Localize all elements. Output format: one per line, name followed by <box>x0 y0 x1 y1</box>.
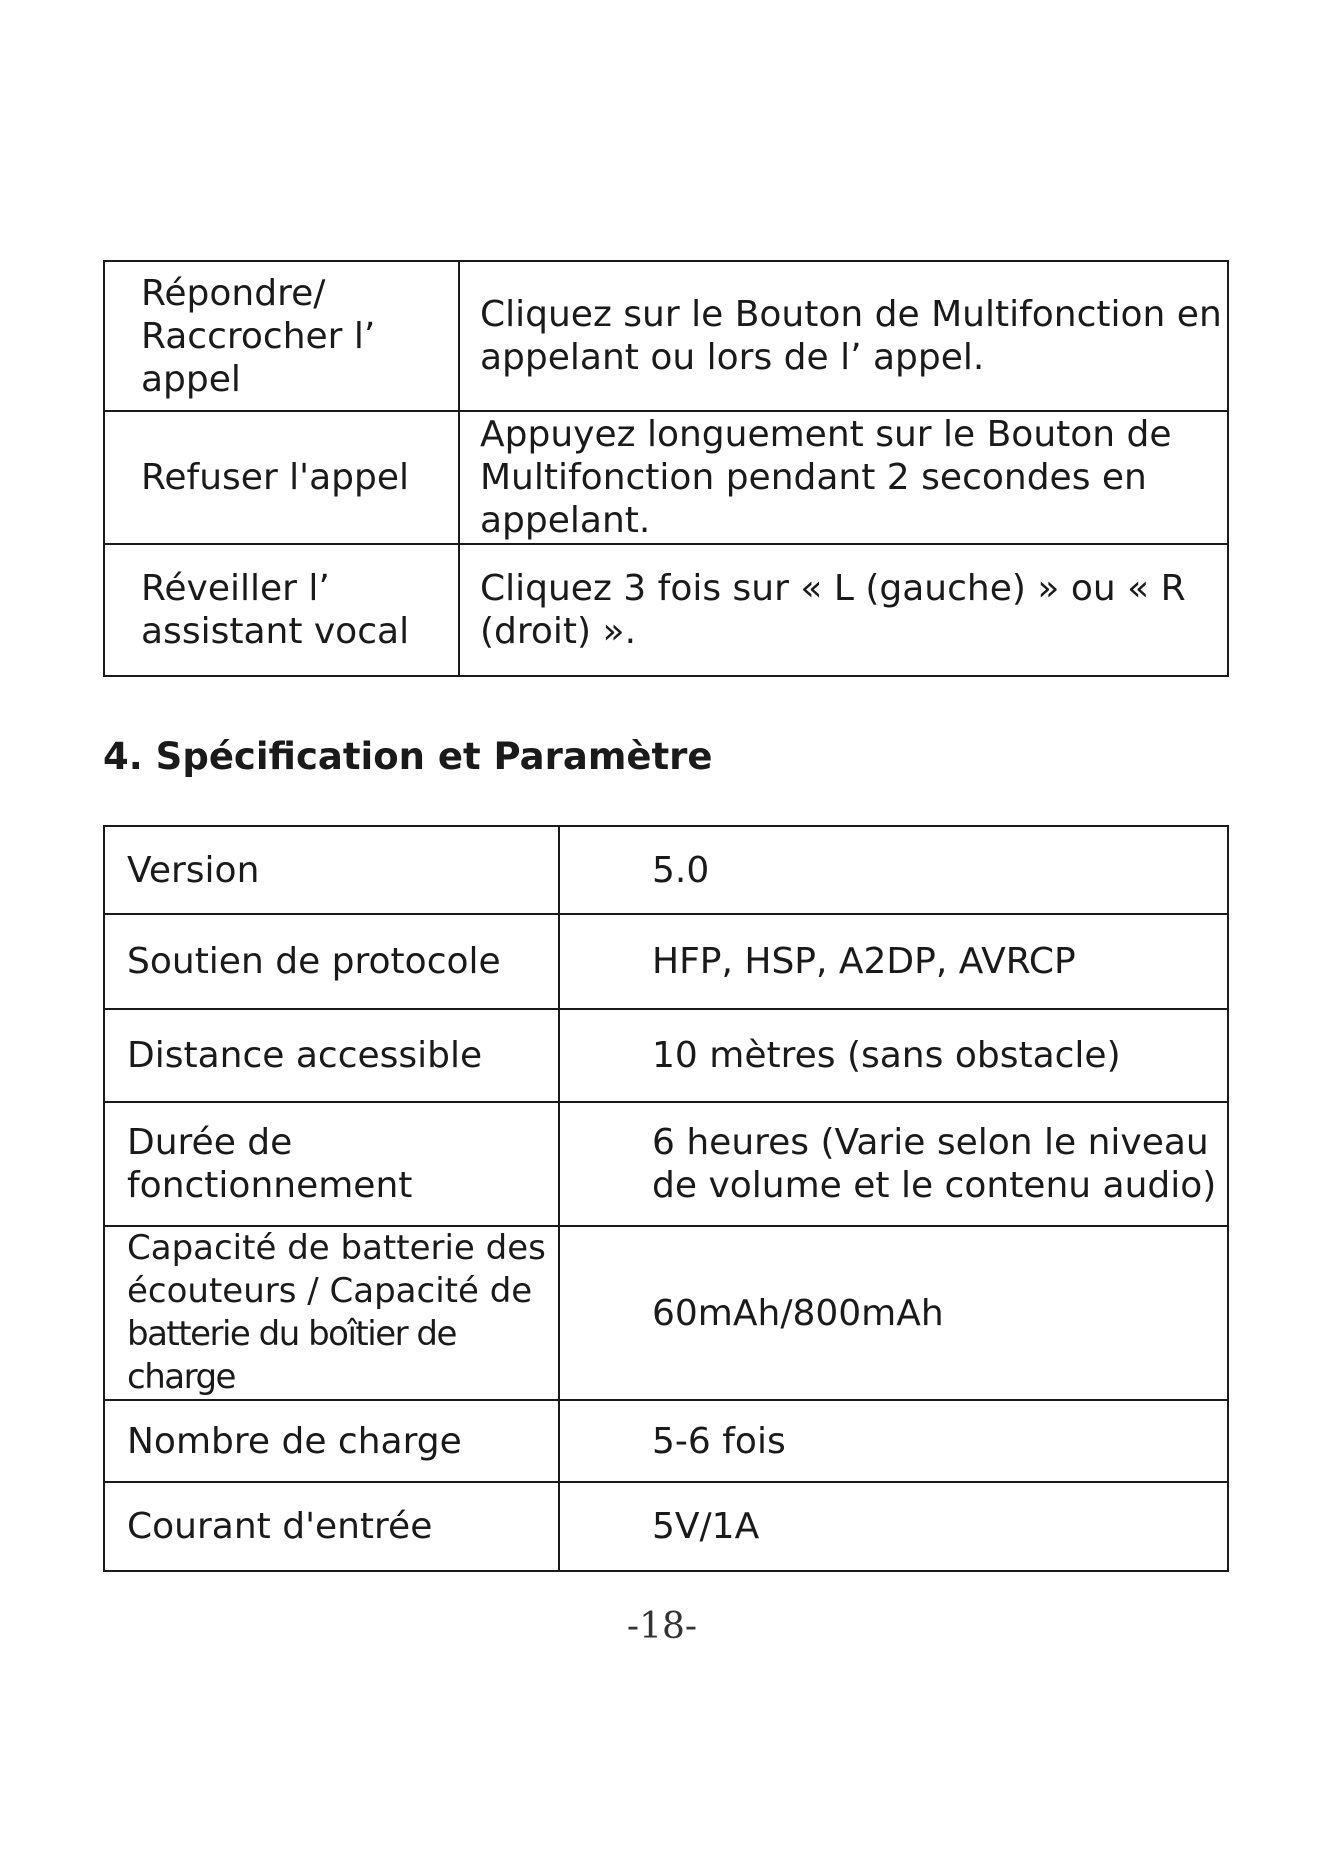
label-line: assistant vocal <box>141 611 410 652</box>
spec-table <box>103 825 1229 1572</box>
label-line: batterie du boîtier de charge <box>127 1314 456 1397</box>
row-label <box>104 914 559 1009</box>
label-line: Durée de fonctionnement <box>127 1122 413 1206</box>
row-value <box>559 914 1228 1009</box>
value-line: appelant ou lors de l’ appel. <box>480 337 985 378</box>
table-row <box>104 411 1228 544</box>
table-row <box>104 826 1228 914</box>
table-row <box>104 914 1228 1009</box>
row-label <box>104 1400 559 1482</box>
table-row <box>104 1009 1228 1102</box>
value-line: de volume et le contenu audio) <box>652 1165 1217 1206</box>
row-label <box>104 261 459 411</box>
value-line: Multifonction pendant 2 secondes en appelant. <box>480 457 1147 541</box>
row-value <box>559 1102 1228 1226</box>
label-line: Soutien de protocole <box>127 941 501 982</box>
value-line: Cliquez sur le Bouton de Multifonction en <box>480 294 1222 335</box>
table-row <box>104 1102 1228 1226</box>
label-line: Version <box>127 849 260 891</box>
row-label <box>104 1009 559 1102</box>
value-line: 6 heures (Varie selon le niveau <box>652 1122 1209 1163</box>
table-row <box>104 1400 1228 1482</box>
row-label <box>104 544 459 676</box>
row-value <box>559 1226 1228 1400</box>
row-value <box>459 411 1228 544</box>
table-row <box>104 261 1228 411</box>
value-line: Appuyez longuement sur le Bouton de <box>480 414 1172 455</box>
row-value <box>459 544 1228 676</box>
controls-table <box>103 260 1229 677</box>
value-line: HFP, HSP, A2DP, AVRCP <box>652 941 1076 982</box>
value-line: Cliquez 3 fois sur « L (gauche) » ou « R (droit) ». <box>480 568 1186 652</box>
row-label <box>104 826 559 914</box>
row-label <box>104 1226 559 1400</box>
row-value <box>559 1400 1228 1482</box>
label-line: Capacité de batterie des <box>127 1228 546 1268</box>
value-line: 10 mètres (sans obstacle) <box>652 1035 1121 1076</box>
table-row <box>104 1226 1228 1400</box>
row-label <box>104 1102 559 1226</box>
section-title: 4. Spécification et Paramètre <box>103 735 713 778</box>
value-line: 60mAh/800mAh <box>652 1292 944 1334</box>
row-value <box>559 1482 1228 1571</box>
row-value <box>459 261 1228 411</box>
table-row <box>104 544 1228 676</box>
row-label <box>104 1482 559 1571</box>
value-line: 5.0 <box>652 849 710 891</box>
label-line: Refuser l'appel <box>141 457 409 498</box>
label-line: Distance accessible <box>127 1035 483 1076</box>
label-line: Courant d'entrée <box>127 1506 433 1547</box>
label-line: Réveiller l’ <box>141 568 330 609</box>
page-number: -18- <box>626 1606 698 1647</box>
label-line: écouteurs / Capacité de <box>127 1271 533 1311</box>
value-line: 5V/1A <box>652 1506 760 1547</box>
value-line: 5-6 fois <box>652 1420 786 1462</box>
row-value <box>559 1009 1228 1102</box>
label-line: Nombre de charge <box>127 1420 462 1462</box>
row-value <box>559 826 1228 914</box>
row-label <box>104 411 459 544</box>
label-line: Raccrocher l’ appel <box>141 315 376 400</box>
label-line: Répondre/ <box>141 272 326 314</box>
table-row <box>104 1482 1228 1571</box>
